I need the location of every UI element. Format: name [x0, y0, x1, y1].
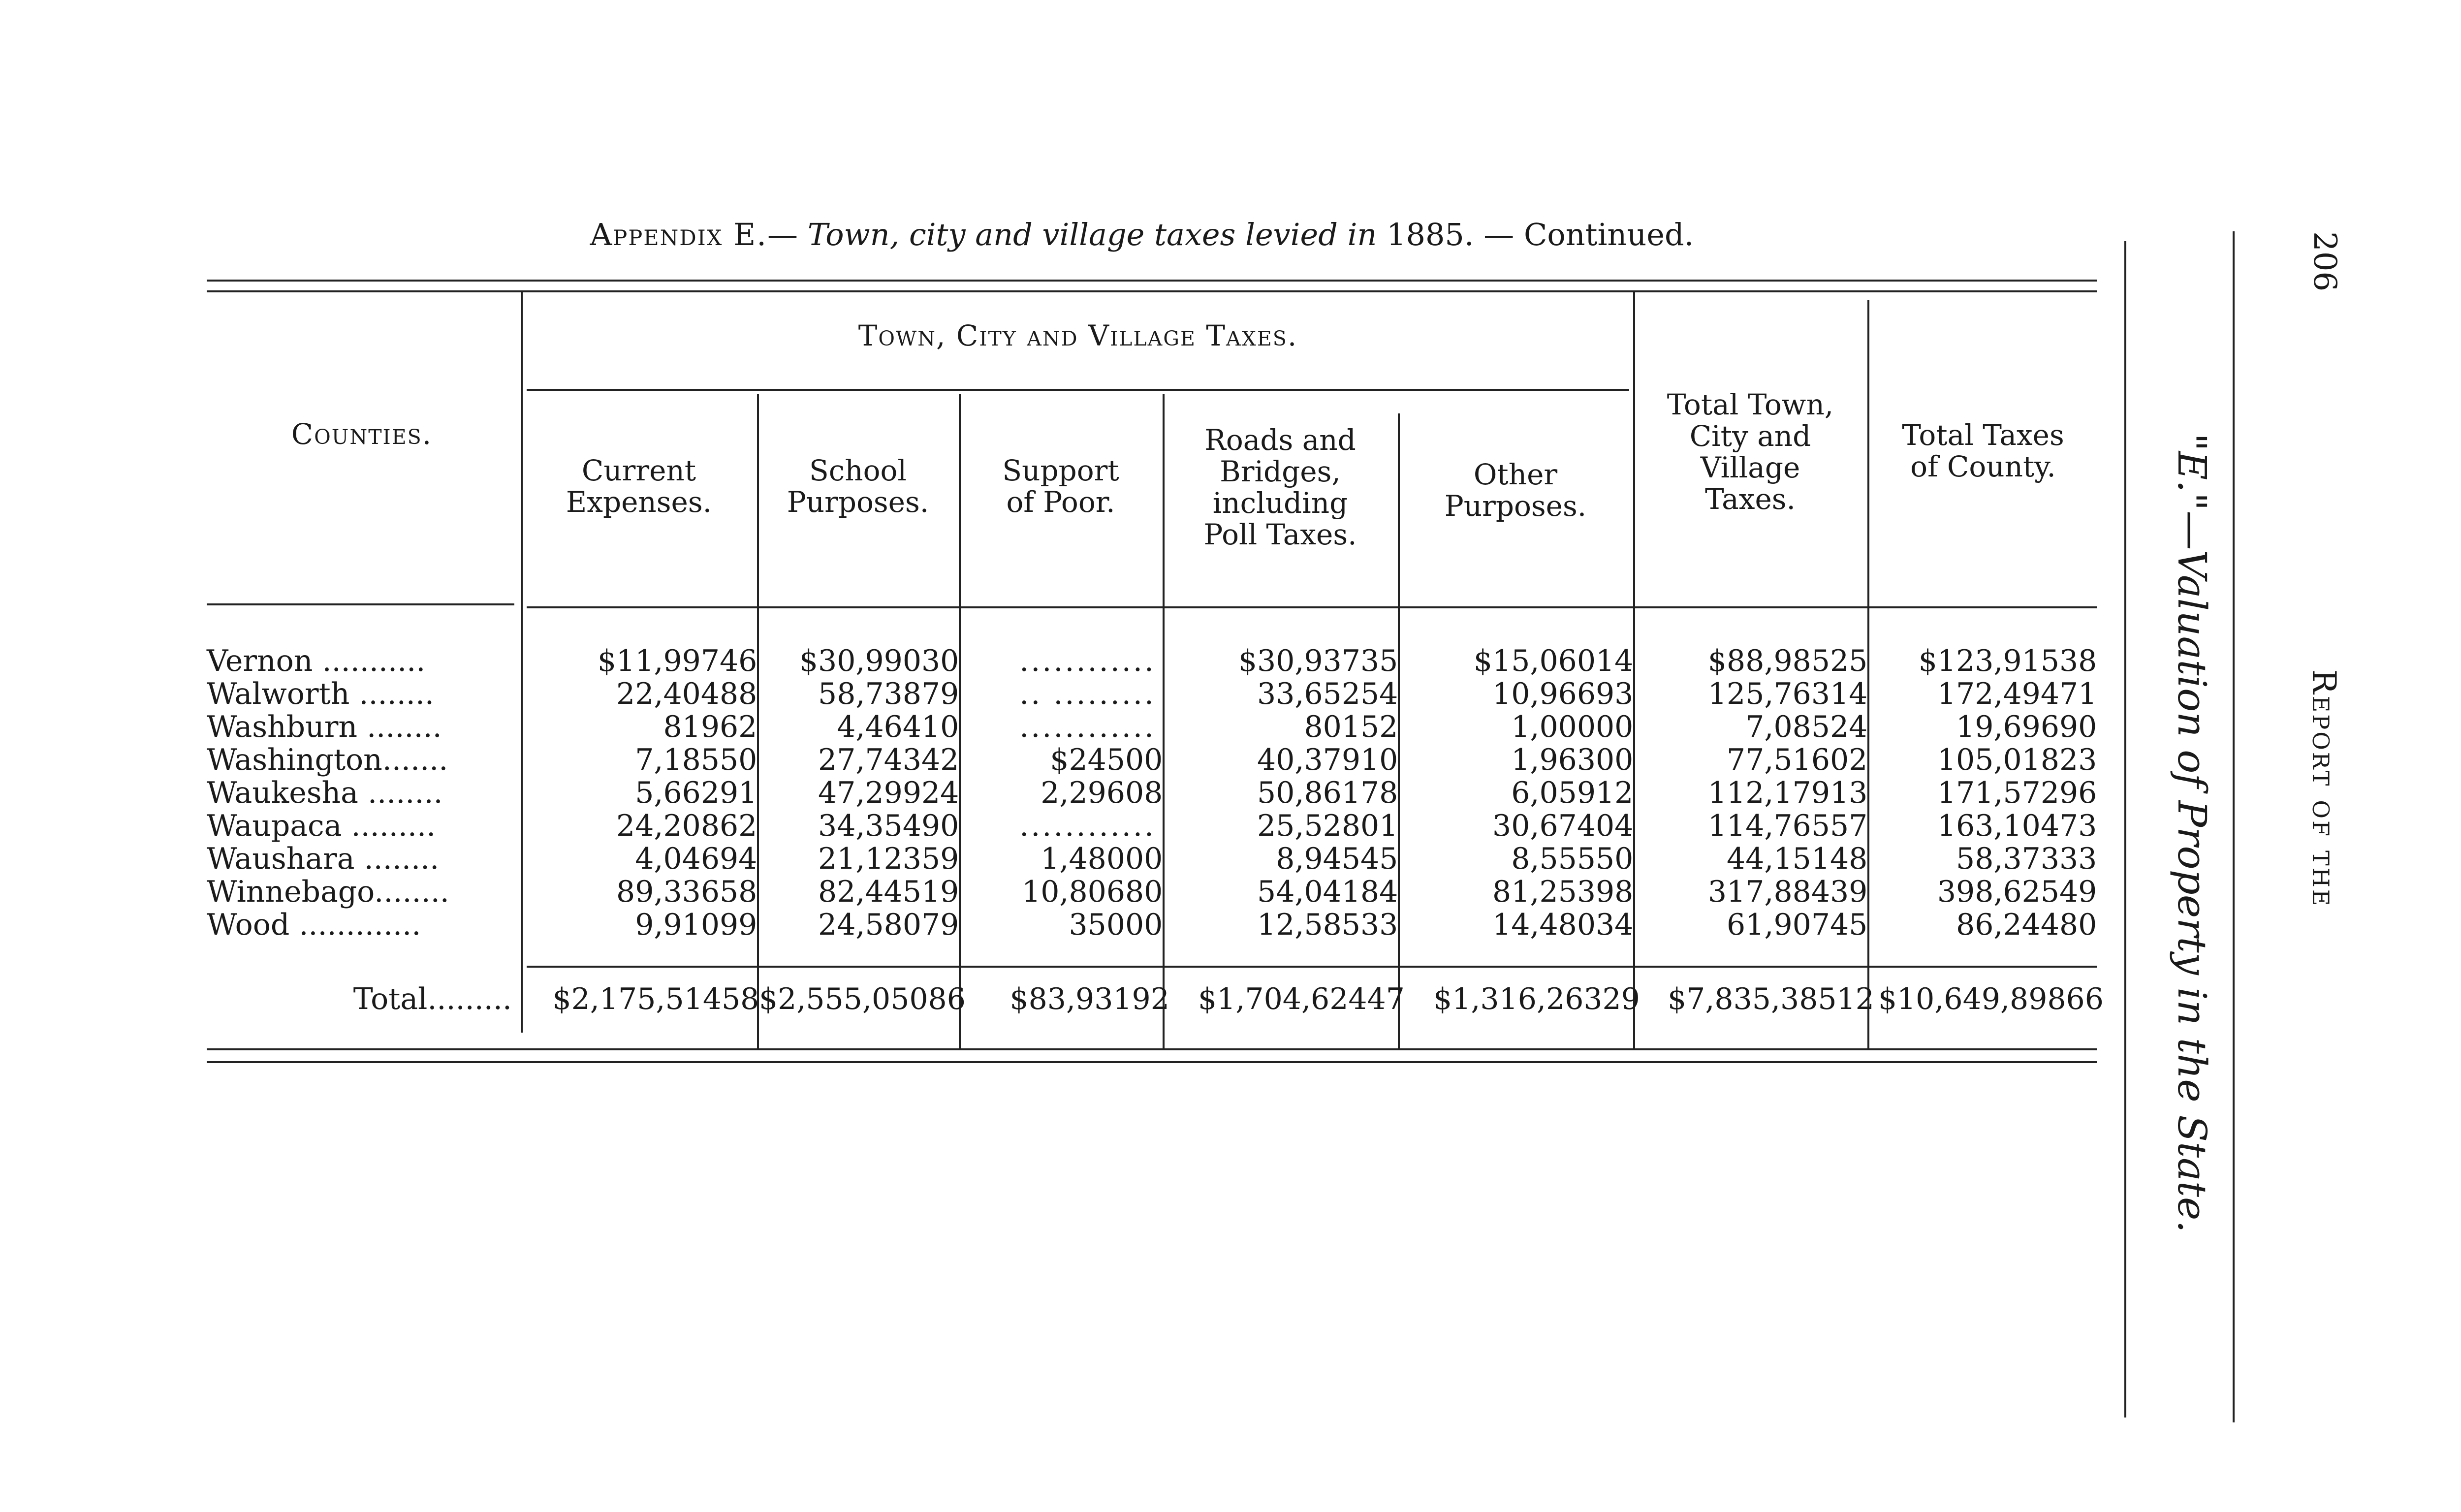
cell-total-taxes-of-county: 58,37333 [1956, 842, 2097, 876]
header-bottom-rule [207, 603, 514, 605]
total-row [207, 979, 2104, 1019]
cell-current-expenses: 81962 [663, 710, 757, 744]
cell-support-of-poor: 10,80680 [1022, 875, 1163, 909]
table-row [207, 876, 2097, 909]
cell-total-town-city-village: 317,88439 [1707, 875, 1868, 909]
top-rule-2 [207, 290, 2097, 292]
group-header-rule [527, 389, 1629, 391]
top-rule-1 [207, 280, 2097, 282]
bottom-rule-1 [207, 1048, 2097, 1050]
cell-support-of-poor: .. ......... [1019, 677, 1156, 711]
cell-support-of-poor: 2,29608 [1041, 776, 1163, 810]
cell-roads-and-bridges: 80152 [1304, 710, 1398, 744]
cell-other-purposes: $15,06014 [1473, 644, 1634, 678]
cell-total-town-city-village: $88,98525 [1707, 644, 1868, 678]
total-top-rule [527, 966, 2097, 968]
cell-school-purposes: 34,35490 [818, 809, 959, 843]
cell-other-purposes: 81,25398 [1492, 875, 1634, 909]
total-label: Total......... [353, 982, 512, 1016]
county-name: Winnebago........ [207, 875, 449, 909]
cell-other-purposes: 8,55550 [1511, 842, 1634, 876]
cell-school-purposes: 24,58079 [818, 908, 959, 942]
cell-current-expenses: 7,18550 [635, 743, 757, 777]
cell-roads-and-bridges: 8,94545 [1276, 842, 1398, 876]
margin-rule-left [2124, 241, 2126, 1418]
cell-current-expenses: 5,66291 [635, 776, 757, 810]
cell-total-taxes-of-county: 171,57296 [1937, 776, 2097, 810]
taxes-table [207, 645, 2097, 942]
total-taxes-of-county: $10,649,89866 [1878, 982, 2104, 1016]
header-counties: Counties. [291, 417, 433, 451]
cell-support-of-poor: ............ [1019, 710, 1156, 744]
section-title: "E."—Valuation of Property in the State. [2169, 433, 2215, 1233]
cell-total-town-city-village: 44,15148 [1727, 842, 1868, 876]
cell-total-taxes-of-county: 86,24480 [1956, 908, 2097, 942]
bottom-rule-2 [207, 1061, 2097, 1063]
header-roads-and-bridges: Roads and Bridges, including Poll Taxes. [1203, 423, 1357, 551]
cell-school-purposes: 4,46410 [837, 710, 959, 744]
header-current-expenses: Current Expenses. [566, 454, 712, 519]
header-school-purposes: School Purposes. [787, 454, 929, 519]
cell-total-town-city-village: 112,17913 [1707, 776, 1868, 810]
cell-other-purposes: 30,67404 [1492, 809, 1634, 843]
cell-roads-and-bridges: $30,93735 [1238, 644, 1398, 678]
cell-roads-and-bridges: 12,58533 [1257, 908, 1398, 942]
table-caption [207, 217, 2077, 252]
cell-roads-and-bridges: 40,37910 [1257, 743, 1398, 777]
cell-total-town-city-village: 77,51602 [1727, 743, 1868, 777]
running-head: Report of the [2305, 669, 2343, 908]
cell-other-purposes: 14,48034 [1492, 908, 1634, 942]
cell-total-taxes-of-county: $123,91538 [1918, 644, 2097, 678]
header-total-taxes-of-county: Total Taxes of County. [1902, 418, 2064, 483]
caption-suffix: — Continued. [1474, 217, 1694, 252]
table-row [207, 810, 2097, 843]
margin-rule-right [2233, 231, 2235, 1422]
caption-year: 1885. [1387, 217, 1474, 252]
cell-school-purposes: 58,73879 [818, 677, 959, 711]
header-town-city-village-taxes: Town, City and Village Taxes. [858, 319, 1298, 352]
table-row [207, 645, 2097, 678]
total-row-table [207, 979, 2104, 1019]
cell-current-expenses: 24,20862 [616, 809, 757, 843]
cell-total-taxes-of-county: 172,49471 [1937, 677, 2097, 711]
cell-school-purposes: $30,99030 [799, 644, 959, 678]
cell-total-taxes-of-county: 398,62549 [1937, 875, 2097, 909]
cell-current-expenses: 22,40488 [616, 677, 757, 711]
cell-support-of-poor: ............ [1019, 644, 1156, 678]
total-other-purposes: $1,316,26329 [1433, 982, 1640, 1016]
header-bottom-rule [527, 606, 2097, 608]
cell-total-town-city-village: 7,08524 [1745, 710, 1868, 744]
cell-other-purposes: 10,96693 [1492, 677, 1634, 711]
table-row [207, 843, 2097, 876]
header-total-town-city-village: Total Town, City and Village Taxes. [1667, 388, 1834, 516]
cell-current-expenses: 89,33658 [616, 875, 757, 909]
header-support-of-poor: Support of Poor. [1002, 454, 1119, 519]
cell-total-town-city-village: 114,76557 [1707, 809, 1868, 843]
total-town-city-village: $7,835,38512 [1668, 982, 1874, 1016]
county-name: Wood ............. [207, 908, 421, 942]
caption-dash: — [767, 217, 798, 252]
table-row [207, 777, 2097, 810]
cell-current-expenses: 9,91099 [635, 908, 757, 942]
table-row [207, 744, 2097, 777]
cell-other-purposes: 6,05912 [1511, 776, 1634, 810]
total-support-of-poor: $83,93192 [1010, 982, 1169, 1016]
cell-roads-and-bridges: 54,04184 [1257, 875, 1398, 909]
total-school-purposes: $2,555,05086 [759, 982, 966, 1016]
cell-school-purposes: 21,12359 [818, 842, 959, 876]
total-roads-and-bridges: $1,704,62447 [1198, 982, 1405, 1016]
header-other-purposes: Other Purposes. [1444, 458, 1587, 523]
county-name: Washburn ........ [207, 710, 442, 744]
cell-support-of-poor: ............ [1019, 809, 1156, 843]
page-number: 206 [2306, 231, 2343, 292]
cell-school-purposes: 47,29924 [818, 776, 959, 810]
cell-total-town-city-village: 61,90745 [1727, 908, 1868, 942]
county-name: Waupaca ......... [207, 809, 436, 843]
cell-roads-and-bridges: 33,65254 [1257, 677, 1398, 711]
table-row [207, 909, 2097, 942]
cell-total-taxes-of-county: 163,10473 [1937, 809, 2097, 843]
cell-current-expenses: $11,99746 [597, 644, 757, 678]
cell-school-purposes: 82,44519 [818, 875, 959, 909]
cell-roads-and-bridges: 50,86178 [1257, 776, 1398, 810]
cell-other-purposes: 1,00000 [1511, 710, 1634, 744]
cell-total-town-city-village: 125,76314 [1707, 677, 1868, 711]
county-name: Walworth ........ [207, 677, 434, 711]
caption-prefix: Appendix E. [590, 217, 768, 252]
county-name: Washington....... [207, 743, 448, 777]
cell-support-of-poor: 1,48000 [1041, 842, 1163, 876]
cell-total-taxes-of-county: 19,69690 [1956, 710, 2097, 744]
cell-other-purposes: 1,96300 [1511, 743, 1634, 777]
county-name: Waushara ........ [207, 842, 440, 876]
cell-total-taxes-of-county: 105,01823 [1937, 743, 2097, 777]
county-name: Waukesha ........ [207, 776, 443, 810]
caption-italic: Town, city and village taxes levied in [798, 217, 1387, 252]
table-row [207, 678, 2097, 711]
cell-support-of-poor: 35000 [1069, 908, 1163, 942]
cell-support-of-poor: $24500 [1050, 743, 1163, 777]
table-row [207, 711, 2097, 744]
cell-roads-and-bridges: 25,52801 [1257, 809, 1398, 843]
table-body [207, 645, 2097, 942]
county-name: Vernon ........... [207, 644, 426, 678]
cell-current-expenses: 4,04694 [635, 842, 757, 876]
cell-school-purposes: 27,74342 [818, 743, 959, 777]
total-current-expenses: $2,175,51458 [552, 982, 759, 1016]
